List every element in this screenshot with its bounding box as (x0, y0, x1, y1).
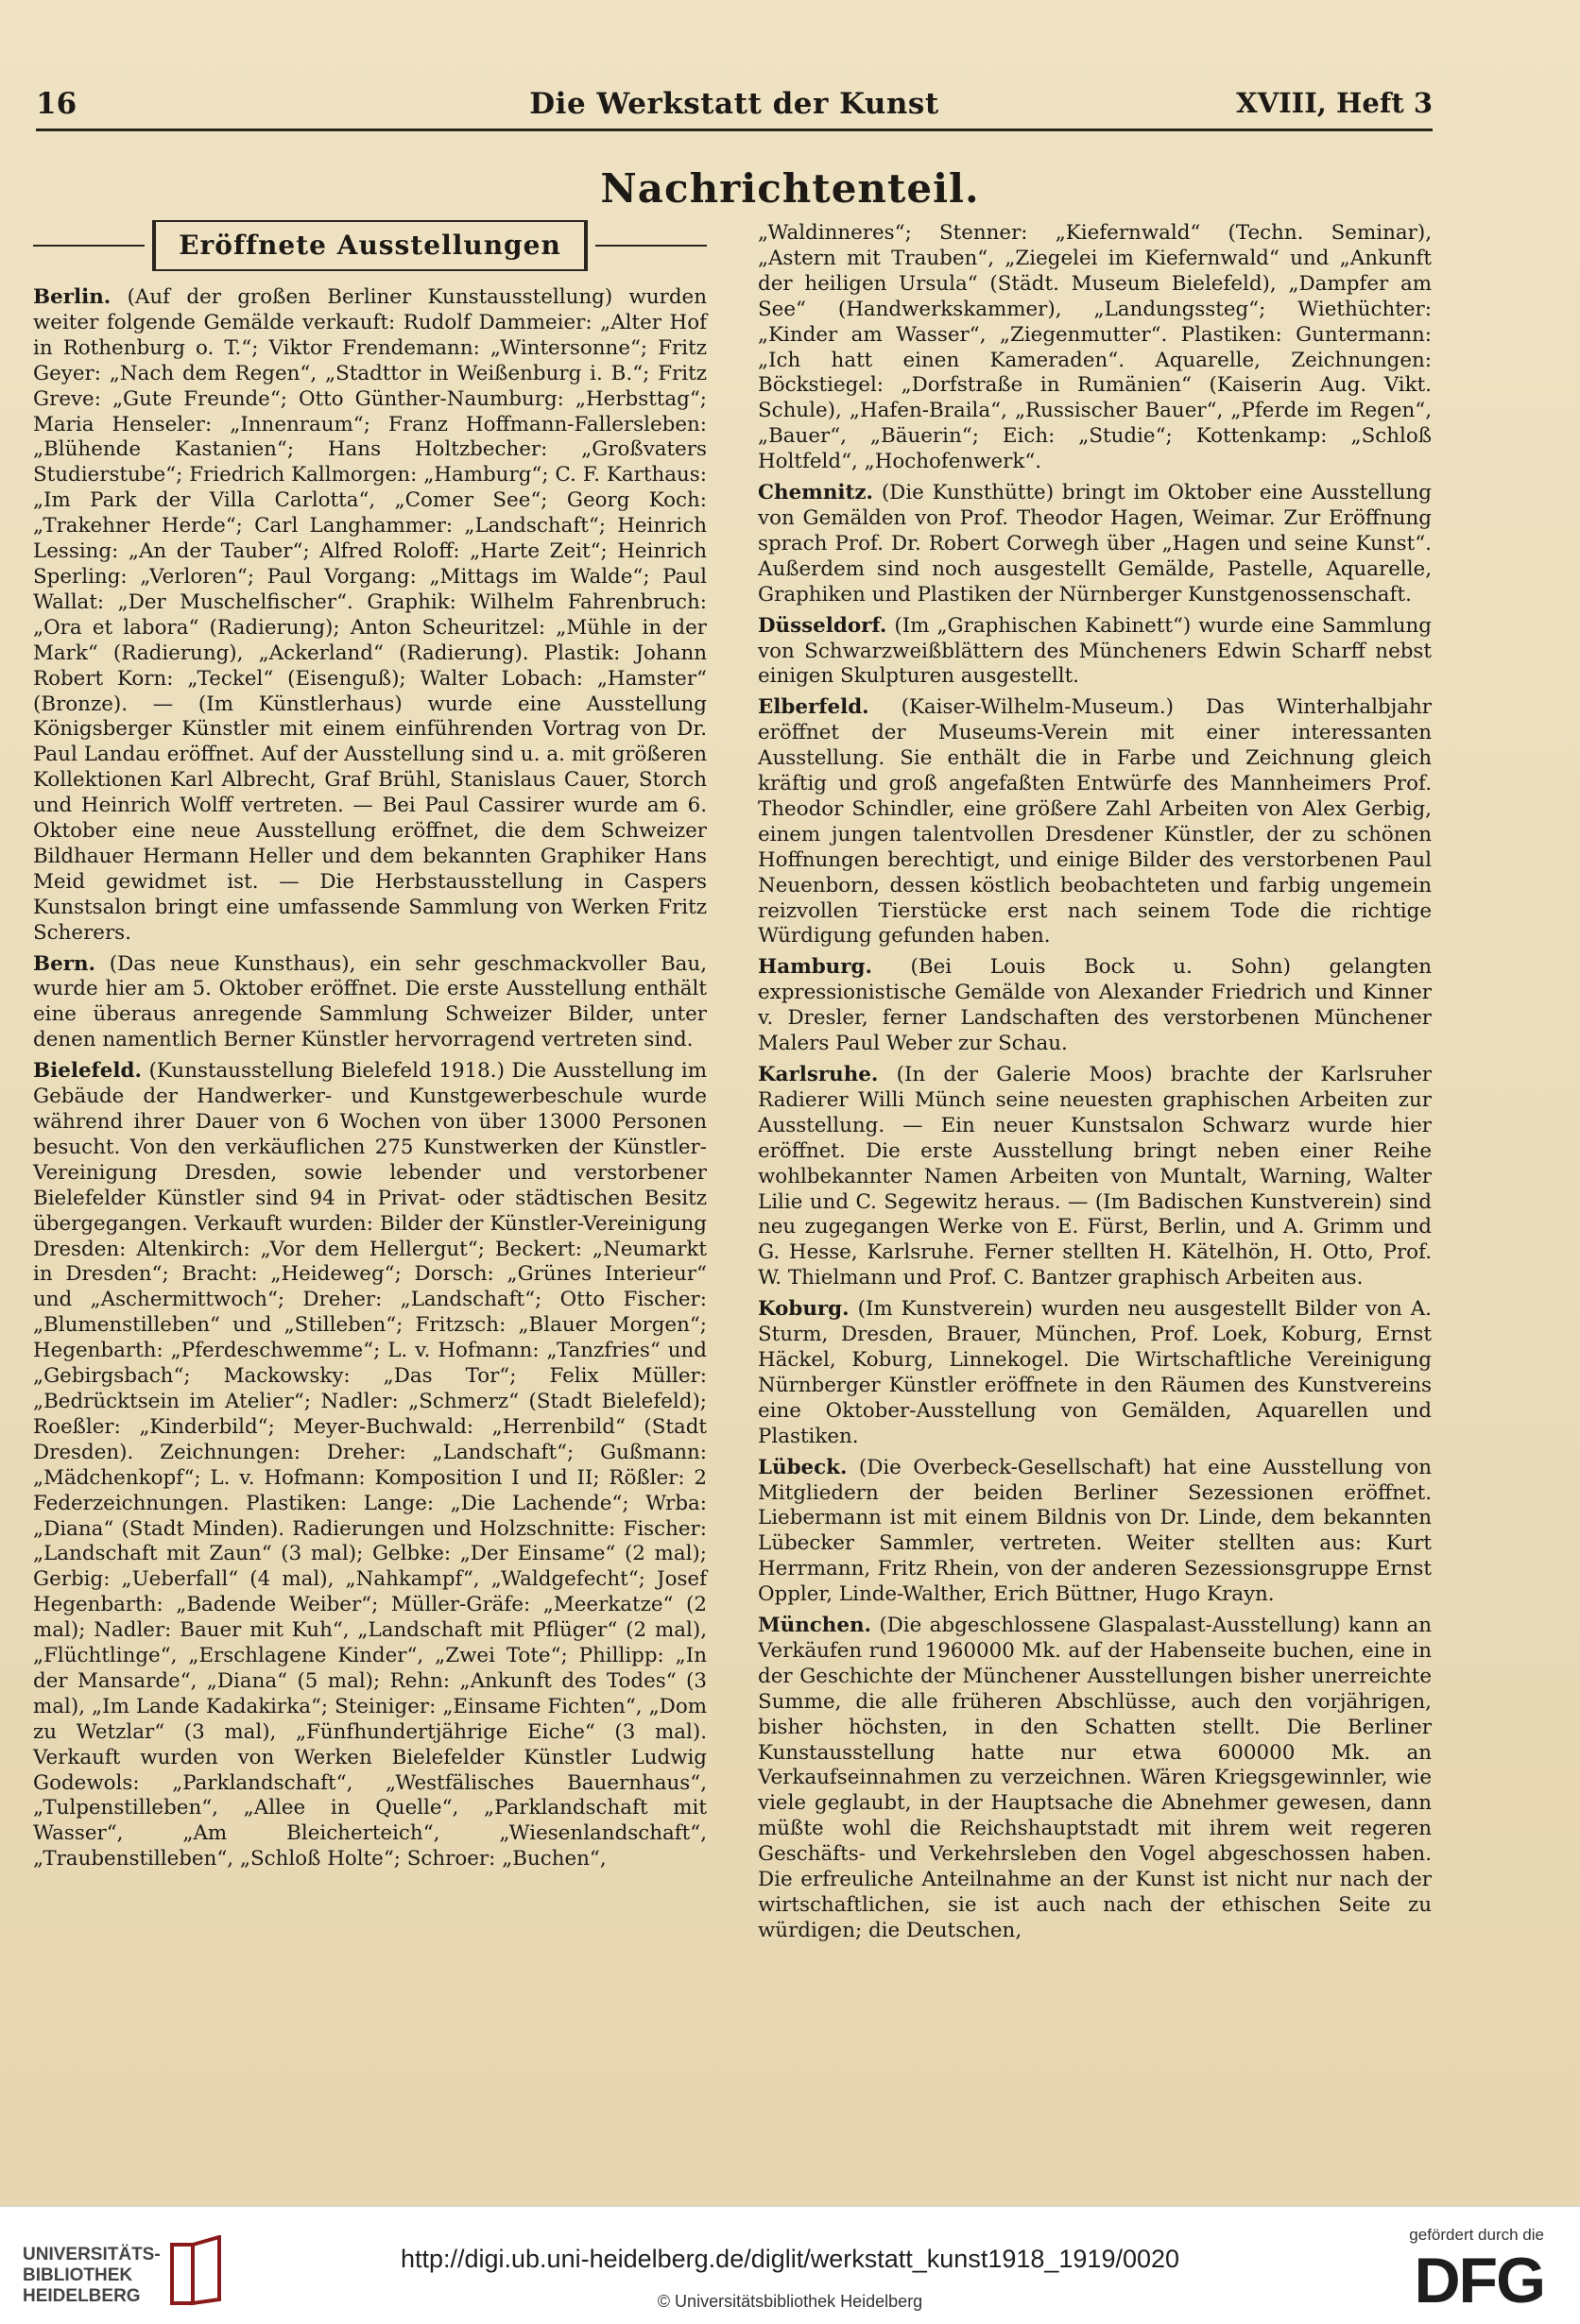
section-title: Nachrichtenteil. (600, 165, 980, 212)
copyright-notice: © Universitätsbibliothek Heidelberg (657, 2292, 923, 2311)
news-entry (758, 955, 1432, 1057)
entry-text: (Auf der großen Berliner Kunstausstellung) wurden weiter folgende Gemälde verkauft: Rudolf Dammeier: „Alter Hof in Rothenburg o. T.“; Viktor Frendemann: „Wintersonne“; Fritz Geyer: „Nach dem Regen“, „Stadttor in Weißenburg i. B.“; Fritz Greve: „Gute Freunde“; Otto Günther-Naumburg: „Herbsttag“; Maria Henseler: „Innenraum“; Franz Hoffmann-Fallersleben: „Blühende Kastanien“; Hans Holtzbecher: „Großvaters Studierstube“; Friedrich Kallmorgen: „Hamburg“; C. F. Karthaus: „Im Park der Villa Carlotta“, „Comer See“; Georg Koch: „Trakehner Herde“; Carl Langhammer: „Landschaft“; Heinrich Lessing: „An der Tauber“; Alfred Roloff: „Harte Zeit“; Heinrich Sperling: „Verloren“; Paul Vorgang: „Mittags im Walde“; Paul Wallat: „Der Muschelfischer“. Graphik: Wilhelm Fahrenbruch: „Ora et labora“ (Radierung); Anton Scheuritzel: „Mühle in der Mark“ (Radierung), „Ackerland“ (Radierung). Plastik: Johann Robert Korn: „Teckel“ (Eisenguß); Walter Lobach: „Hamster“ (Bronze). — (Im Künstlerhaus) wurde eine Ausstellung Königsberger Künstler mit einem einführenden Vortrag von Dr. Paul Landau eröffnet. Auf der Ausstellung sind u. a. mit größeren Kollektionen Karl Albrecht, Graf Brühl, Stanislaus Cauer, Storch und Heinrich Wolff vertreten. — Bei Paul Cassirer wurde am 6. Oktober eine neue Ausstellung eröffnet, die dem Schweizer Bildhauer Hermann Heller und dem bekannten Graphiker Hans Meid gewidmet ist. — Die Herbstausstellung in Caspers Kunstsalon bringt eine umfassende Sammlung von Werken Fritz Scherers. (33, 285, 707, 945)
rule-right (595, 245, 707, 247)
news-entry (758, 1456, 1432, 1608)
entry-place: Elberfeld. (758, 695, 869, 720)
news-entry (758, 614, 1432, 691)
entry-text: (Im „Graphischen Kabinett“) wurde eine Sammlung von Schwarzweißblättern des Müncheners Edwin Scharff nebst einigen Skulpturen ausgestellt. (758, 613, 1432, 689)
left-column (33, 221, 707, 1878)
entry-place: Lübeck. (758, 1455, 848, 1479)
right-column (758, 221, 1432, 1950)
news-entry (758, 481, 1432, 608)
viewer-footer (0, 2206, 1580, 2324)
entry-text: (Die Kunsthütte) bringt im Oktober eine Ausstellung von Gemälden von Prof. Theodor Hagen, Weimar. Zur Eröffnung sprach Prof. Dr. Robert Corwegh über „Hagen und seine Kunst“. Außerdem sind noch ausgestellt Gemälde, Pastelle, Aquarelle, Graphiken und Plastiken der Nürnberger Kunstgenossenschaft. (758, 481, 1432, 607)
entry-text: (Das neue Kunsthaus), ein sehr geschmackvoller Bau, wurde hier am 5. Oktober eröffnet. Die erste Ausstellung enthält eine überaus anregende Sammlung Schweizer Bilder, unter denen namentlich Berner Künstler hervorragend vertreten sind. (33, 951, 707, 1052)
entry-text: (Die Overbeck-Gesellschaft) hat eine Ausstellung von Mitgliedern der beiden Berliner Sezessionen eröffnet. Liebermann ist mit einem Bildnis von Dr. Linde, dem bekannten Lübecker Sammler, vertreten. Weiter stellten aus: Kurt Herrmann, Fritz Rhein, von der anderen Sezessionsgruppe Ernst Oppler, Linde-Walther, Erich Büttner, Hugo Krayn. (758, 1455, 1432, 1607)
journal-title: Die Werkstatt der Kunst (529, 87, 939, 121)
entry-place: München. (758, 1614, 871, 1638)
entry-place: Chemnitz. (758, 481, 873, 505)
entry-text: (Im Kunstverein) wurden neu ausgestellt Bilder von A. Sturm, Dresden, Brauer, München, Prof. Loek, Koburg, Ernst Häckel, Koburg, Linnekogel. Die Wirtschaftliche Vereinigung Nürnberger Künstler eröffnete in den Räumen des Kunstvereins eine Oktober-Ausstellung von Gemälden, Aquarellen und Plastiken. (758, 1297, 1432, 1448)
news-entry (758, 695, 1432, 949)
page-number: 16 (36, 87, 77, 121)
issue-label: XVIII, Heft 3 (1236, 87, 1433, 119)
news-entry (758, 221, 1432, 475)
dfg-logo[interactable]: DFG (1414, 2245, 1544, 2316)
library-name: UNIVERSITÄTS- BIBLIOTHEK HEIDELBERG (23, 2245, 161, 2306)
entry-place: Düsseldorf. (758, 613, 887, 638)
entry-place: Bielefeld. (33, 1059, 142, 1084)
news-entry (33, 1059, 707, 1872)
running-head (36, 83, 1433, 131)
entry-place: Bern. (33, 951, 95, 976)
entry-text: (Kaiser-Wilhelm-Museum.) Das Winterhalbjahr eröffnet der Museums-Verein mit einer interessanten Ausstellung. Sie enthält die in Farbe und Zeichnung gleich kräftig und groß angefaßten Entwürfe des Mannheimers Prof. Theodor Schindler, eine größere Zahl Arbeiten von Alex Gerbig, einem jungen talentvollen Dresdener Künstler, der zu schönen Hoffnungen berechtigt, und einige Bilder des verstorbenen Paul Neuenborn, dessen köstlich beobachteten und farbig ungemein reizvollen Tierstücke erst nach seinem Tode die richtige Würdigung gefunden haben. (758, 695, 1432, 948)
news-entry (33, 952, 707, 1054)
rule-left (33, 245, 145, 247)
entry-place: Hamburg. (758, 955, 872, 980)
box-title: Eröffnete Ausstellungen (154, 222, 586, 269)
section-box-heading (33, 221, 707, 270)
entry-text: „Waldinneres“; Stenner: „Kiefernwald“ (Techn. Seminar), „Astern mit Trauben“, „Ziegelei im Kiefernwald“ und „Ankunft der heiligen Ursula“ (Städt. Museum Bielefeld), „Dampfer am See“ (Handwerkskammer), „Landungssteg“; Wiethüchter: „Kinder am Wasser“, „Ziegenmutter“. Plastiken: Guntermann: „Ich hatt einen Kameraden“. Aquarelle, Zeichnungen: Böckstiegel: „Dorfstraße in Rumänien“ (Kaiserin Aug. Vikt. Schule), „Hafen-Braila“, „Russischer Bauer“, „Pferde im Regen“, „Bauer“, „Bäuerin“; Eich: „Studie“; Kottenkamp: „Schloß Holtfeld“, „Hochofenwerk“. (758, 221, 1432, 474)
entry-place: Karlsruhe. (758, 1063, 879, 1086)
entry-text: (In der Galerie Moos) brachte der Karlsruher Radierer Willi Münch seine neuesten graphischen Arbeiten zur Ausstellung. — Ein neuer Kunstsalon Schwarz wurde hier eröffnet. Die erste Ausstellung bringt neben einer Reihe wohlbekannter Namen Arbeiten von Muntalt, Warning, Walter Lilie und C. Segewitz heraus. — (Im Badischen Kunstverein) sind neu zugegangen Werke von E. Fürst, Berlin, und A. Grimm und G. Hesse, Karlsruhe. Ferner stellten H. Kätelhön, H. Otto, Prof. W. Thielmann und Prof. C. Bantzer graphisch Arbeiten aus. (758, 1063, 1432, 1290)
permalink-url[interactable]: http://digi.ub.uni-heidelberg.de/diglit/werkstatt_kunst1918_1919/0020 (400, 2245, 1180, 2273)
funding-label: gefördert durch die (1409, 2226, 1544, 2244)
entry-place: Berlin. (33, 285, 112, 309)
news-entry (758, 1297, 1432, 1449)
news-entry (758, 1063, 1432, 1291)
entry-text: (Die abgeschlossene Glaspalast-Ausstellung) kann an Verkäufen rund 1960000 Mk. auf der Habenseite buchen, eine in der Geschichte der Münchener Ausstellungen bisher unerreichte Summe, die alle früheren Abschlüsse, auch den vorjährigen, bisher höchsten, in den Schatten stellt. Die Berliner Kunstausstellung hatte nur etwa 600000 Mk. an Verkaufseinnahmen zu verzeichnen. Wären Kriegsgewinnler, wie viele geglaubt, in der Hauptsache die Abnehmer gewesen, dann müßte wohl die Reichshauptstadt mit ihrem weit regeren Geschäfts- und Verkehrsleben den Vogel abgeschossen haben. Die erfreuliche Anteilnahme an der Kunst ist nicht nur nach der wirtschaftlichen, sie ist auch nach der ethischen Seite zu würdigen; die Deutschen, (758, 1614, 1432, 1942)
news-entry (758, 1614, 1432, 1944)
news-entry (33, 285, 707, 947)
entry-place: Koburg. (758, 1297, 850, 1322)
entry-text: (Kunstausstellung Bielefeld 1918.) Die Ausstellung im Gebäude der Handwerker- und Kunstgewerbeschule wurde während ihrer Dauer von 6 Wochen von über 13000 Personen besucht. Von den verkäuflichen 275 Kunstwerken der Künstler-Vereinigung Dresden, sowie lebender und verstorbener Bielefelder Künstler sind 94 in Privat- oder städtischen Besitz übergegangen. Verkauft wurden: Bilder der Künstler-Vereinigung Dresden: Altenkirch: „Vor dem Hellergut“; Beckert: „Neumarkt in Dresden“; Bracht: „Heideweg“; Dorsch: „Grünes Interieur“ und „Aschermittwoch“; Dreher: „Landschaft“; Otto Fischer: „Blumenstilleben“ und „Stilleben“; Fritzsch: „Blauer Morgen“; Hegenbarth: „Pferdeschwemme“; L. v. Hofmann: „Tanzfries“ und „Gebirgsbach“; Mackowsky: „Das Tor“; Felix Müller: „Bedrücktsein im Atelier“; Nadler: „Schmerz“ (Stadt Bielefeld); Roeßler: „Kinderbild“; Meyer-Buchwald: „Herrenbild“ (Stadt Dresden). Zeichnungen: Dreher: „Landschaft“; Gußmann: „Mädchenkopf“; L. v. Hofmann: Komposition I und II; Rößler: 2 Federzeichnungen. Plastiken: Lange: „Die Lachende“; Wrba: „Diana“ (Stadt Minden). Radierungen und Holzschnitte: Fischer: „Landschaft mit Zaun“ (3 mal); Gelbke: „Der Einsame“ (2 mal); Gerbig: „Ueberfall“ (4 mal), „Nahkampf“, „Waldgefecht“; Josef Hegenbarth: „Badende Weiber“; Müller-Gräfe: „Meerkatze“ (2 mal); Nadler: Bauer mit Kuh“, „Landschaft mit Pflüger“ (2 mal), „Flüchtlinge“, „Erschlagene Kinder“, „Zwei Tote“; Phillipp: „In der Mansarde“, „Diana“ (5 mal); Rehn: „Ankunft des Todes“ (3 mal), „Im Lande Kadakirka“; Steiniger: „Einsame Fichten“, „Dom zu Wetzlar“ (3 mal), „Fünfhundertjährige Eiche“ (3 mal). Verkauft wurden von Werken Bielefelder Künstler Ludwig Godewols: „Parklandschaft“, „Westfälisches Bauernhaus“, „Tulpenstilleben“, „Allee in Quelle“, „Parklandschaft mit Wasser“, „Am Bleicherteich“, „Wiesenlandschaft“, „Traubenstilleben“, „Schloß Holte“; Schroer: „Buchen“, (33, 1059, 707, 1871)
entry-text: (Bei Louis Bock u. Sohn) gelangten expressionistische Gemälde von Alexander Friedrich und Kinner v. Dresler, ferner Landschaften des verstorbenen Münchener Malers Paul Weber zur Schau. (758, 955, 1432, 1056)
